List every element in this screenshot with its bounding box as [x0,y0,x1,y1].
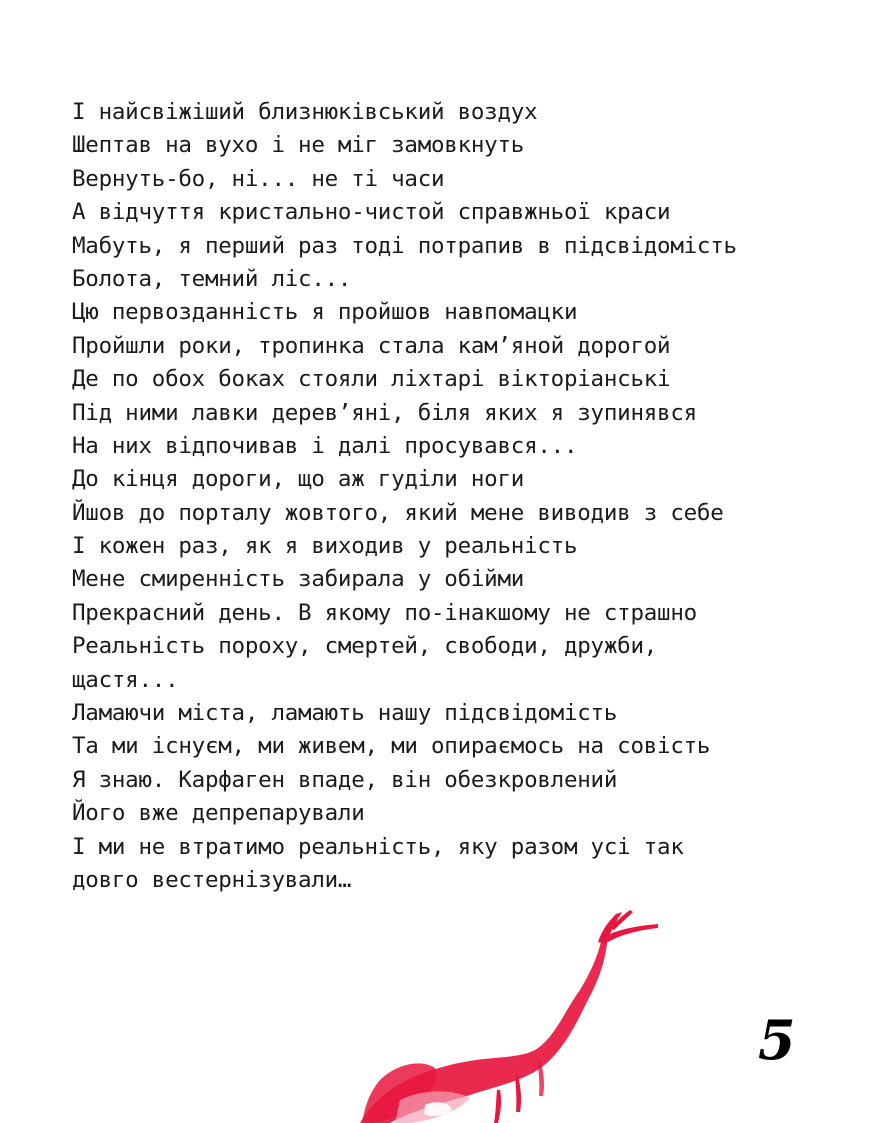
poem-line: А відчуття кристально-чистой справжньої краси [72,199,671,226]
poem-line: І ми не втратимо реальність, яку разом усі так [72,833,684,860]
poem-line: На них відпочивав і далі просувався... [72,432,578,459]
poem-line: До кінця дороги, що аж гуділи ноги [72,466,525,493]
red-ink-splash-icon [340,900,680,1123]
poem-line: І кожен раз, як я виходив у реальність [72,533,578,560]
poem-line: Де по обох боках стояли ліхтарі вікторіанські [72,366,671,393]
poem-line: Йшов до порталу жовтого, який мене виводив з себе [72,499,724,526]
poem-line: Ламаючи міста, ламають нашу підсвідомість [72,700,618,727]
poem-line: Мабуть, я перший раз тоді потрапив в підсвідомість [72,232,737,259]
poem-line: Шептав на вухо і не міг замовкнуть [72,132,525,159]
poem-line: щастя... [72,666,179,693]
poem-text [72,96,792,897]
poem-line: Мене смиренність забирала у обійми [72,566,525,593]
poem-line: Цю первозданність я пройшов навпомацки [72,299,578,326]
poem-line: І найсвіжіший близнюківський воздух [72,99,538,125]
poem-line: Реальність пороху, смертей, свободи, дружби, [72,633,658,660]
poem-line: Та ми існуєм, ми живем, ми опираємось на совість [72,733,711,760]
poem-line: Прекрасний день. В якому по-інакшому не страшно [72,599,697,626]
poem-line: Під ними лавки дерев’яні, біля яких я зупинявся [72,399,697,426]
page-number: 5 [758,1008,796,1072]
poem-line: Я знаю. Карфаген впаде, він обезкровлений [72,766,618,793]
poem-line: Його вже депрепарували [72,800,365,827]
poem-line: Пройшли роки, тропинка стала кам’яной дорогой [72,332,671,359]
poem-line: Болота, темний ліс... [72,265,352,292]
poem-line: Вернуть-бо, ні... не ті часи [72,165,445,192]
poem-line: довго вестернізували… [72,866,352,893]
